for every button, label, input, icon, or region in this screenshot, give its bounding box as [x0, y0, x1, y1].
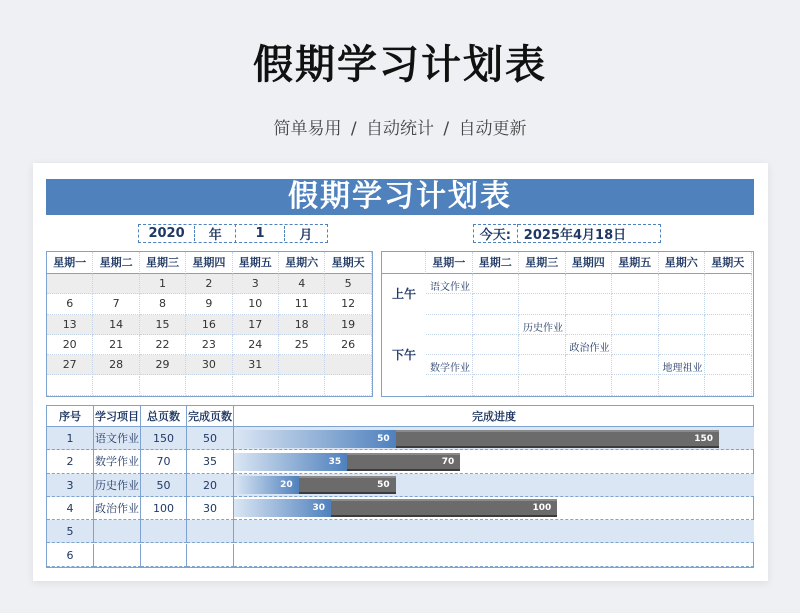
total-pages-bar: 100	[234, 499, 557, 517]
total-pages-bar: 50	[234, 476, 396, 494]
afternoon-label: 下午	[391, 348, 416, 363]
progress-cell-total[interactable]	[141, 544, 187, 567]
calendar-day[interactable]	[93, 274, 139, 294]
calendar-day[interactable]: 14	[93, 315, 139, 335]
year-label: 年	[195, 224, 236, 243]
schedule-corner	[382, 252, 426, 274]
progress-cell-index[interactable]: 4	[47, 497, 94, 520]
calendar-day[interactable]: 3	[233, 274, 279, 294]
schedule-slot[interactable]	[426, 294, 473, 314]
calendar-day[interactable]: 22	[140, 335, 186, 355]
calendar-day[interactable]: 21	[93, 335, 139, 355]
schedule-weekday-header: 星期六	[659, 252, 706, 274]
progress-cell-done[interactable]	[187, 520, 234, 543]
schedule-slot[interactable]	[473, 294, 520, 314]
progress-cell-done[interactable]: 50	[187, 427, 234, 450]
progress-header-subject: 学习项目	[94, 406, 141, 427]
progress-table	[46, 405, 754, 568]
calendar-day[interactable]: 6	[47, 294, 93, 314]
schedule-slot[interactable]	[612, 355, 659, 375]
progress-cell-total[interactable]: 150	[141, 427, 187, 450]
calendar-day[interactable]: 20	[47, 335, 93, 355]
schedule-slot[interactable]	[705, 335, 752, 355]
calendar-day[interactable]	[47, 376, 93, 396]
calendar-weekday-header: 星期二	[93, 252, 139, 274]
done-pages-bar: 50	[234, 430, 396, 448]
progress-bar-track	[234, 520, 754, 543]
done-pages-bar: 20	[234, 476, 299, 494]
calendar-day[interactable]: 25	[279, 335, 325, 355]
month-value[interactable]: 1	[236, 226, 284, 241]
month-label: 月	[299, 228, 313, 243]
progress-cell-subject[interactable]: 语文作业	[94, 427, 141, 450]
today-label: 今天:	[474, 224, 518, 243]
calendar-day[interactable]	[325, 376, 371, 396]
calendar-day[interactable]: 29	[140, 355, 186, 375]
progress-header-total: 总页数	[141, 406, 187, 427]
calendar-day[interactable]: 24	[233, 335, 279, 355]
progress-cell-index[interactable]: 3	[47, 474, 94, 497]
schedule-slot[interactable]	[473, 315, 520, 335]
calendar-weekday-header: 星期一	[47, 252, 93, 274]
calendar-day[interactable]: 18	[279, 315, 325, 335]
schedule-slot[interactable]	[705, 294, 752, 314]
progress-cell-done[interactable]	[187, 544, 234, 567]
calendar-day[interactable]: 31	[233, 355, 279, 375]
today-value: 2025年4月18日	[523, 228, 627, 243]
calendar-day[interactable]: 5	[325, 274, 371, 294]
progress-cell-subject[interactable]: 数学作业	[94, 450, 141, 473]
schedule-item: 语文作业	[430, 282, 470, 293]
progress-header-index: 序号	[47, 406, 94, 427]
progress-bar-track	[234, 544, 754, 567]
schedule-weekday-header: 星期一	[426, 252, 473, 274]
schedule-weekday-header: 星期五	[612, 252, 659, 274]
progress-cell-total[interactable]: 50	[141, 474, 187, 497]
today-box	[473, 224, 661, 243]
progress-cell-index[interactable]: 2	[47, 450, 94, 473]
page-title: 假期学习计划表	[253, 42, 547, 88]
calendar-day[interactable]: 9	[186, 294, 232, 314]
progress-cell-subject[interactable]: 历史作业	[94, 474, 141, 497]
calendar-day[interactable]: 12	[325, 294, 371, 314]
schedule-slot[interactable]	[426, 315, 473, 335]
schedule-slot[interactable]	[612, 335, 659, 355]
calendar-day[interactable]: 17	[233, 315, 279, 335]
calendar-day[interactable]: 11	[279, 294, 325, 314]
spreadsheet	[33, 163, 768, 581]
progress-cell-done[interactable]: 35	[187, 450, 234, 473]
progress-cell-total[interactable]: 100	[141, 497, 187, 520]
calendar-day[interactable]: 19	[325, 315, 371, 335]
calendar-day[interactable]	[279, 376, 325, 396]
schedule-slot[interactable]	[566, 294, 613, 314]
calendar-day[interactable]	[233, 376, 279, 396]
calendar-day[interactable]	[325, 355, 371, 375]
schedule-slot[interactable]	[705, 376, 752, 396]
schedule-slot[interactable]	[566, 355, 613, 375]
progress-cell-subject[interactable]	[94, 544, 141, 567]
calendar-day[interactable]: 7	[93, 294, 139, 314]
progress-cell-subject[interactable]: 政治作业	[94, 497, 141, 520]
schedule-slot[interactable]	[473, 335, 520, 355]
progress-cell-total[interactable]: 70	[141, 450, 187, 473]
schedule-slot[interactable]	[612, 376, 659, 396]
calendar-day[interactable]: 10	[233, 294, 279, 314]
schedule-weekday-header: 星期二	[473, 252, 520, 274]
schedule-slot[interactable]	[612, 274, 659, 294]
calendar-day[interactable]	[140, 376, 186, 396]
year-value[interactable]: 2020	[139, 226, 195, 241]
schedule-item: 历史作业	[523, 322, 563, 334]
progress-cell-done[interactable]: 20	[187, 474, 234, 497]
schedule-weekday-header: 星期四	[566, 252, 613, 274]
schedule-item: 地理祖业	[662, 363, 703, 375]
calendar-day[interactable]	[279, 355, 325, 375]
schedule-slot[interactable]	[705, 355, 752, 375]
calendar-day[interactable]: 16	[186, 315, 232, 335]
schedule-slot[interactable]	[426, 376, 473, 396]
calendar-day[interactable]: 28	[93, 355, 139, 375]
schedule-slot[interactable]	[705, 274, 752, 294]
schedule-slot[interactable]	[473, 355, 520, 375]
progress-cell-total[interactable]	[141, 520, 187, 543]
schedule-slot[interactable]	[659, 294, 706, 314]
schedule-slot[interactable]	[612, 294, 659, 314]
total-pages-bar: 70	[234, 453, 460, 471]
schedule-slot[interactable]	[659, 376, 706, 396]
schedule-slot[interactable]	[519, 274, 566, 294]
schedule-slot[interactable]	[473, 274, 520, 294]
calendar-day[interactable]	[93, 376, 139, 396]
progress-cell-index[interactable]: 1	[47, 427, 94, 450]
schedule-item: 政治作业	[569, 342, 610, 354]
calendar-weekday-header: 星期五	[233, 252, 279, 274]
progress-header-done: 完成页数	[187, 406, 234, 427]
calendar-day[interactable]: 2	[186, 274, 232, 294]
total-pages-bar: 150	[234, 430, 719, 448]
sheet-banner: 假期学习计划表	[46, 179, 754, 215]
done-pages-bar: 35	[234, 453, 347, 471]
calendar-weekday-header: 星期四	[186, 252, 232, 274]
calendar-day[interactable]: 30	[186, 355, 232, 375]
weekly-schedule-panel	[381, 251, 754, 397]
schedule-weekday-header: 星期天	[705, 252, 752, 274]
calendar-weekday-header: 星期三	[140, 252, 186, 274]
calendar-weekday-header: 星期天	[325, 252, 371, 274]
progress-cell-done[interactable]: 30	[187, 497, 234, 520]
progress-header-progress: 完成进度	[234, 406, 754, 427]
schedule-slot[interactable]	[612, 315, 659, 335]
schedule-slot[interactable]	[659, 335, 706, 355]
calendar-weekday-header: 星期六	[279, 252, 325, 274]
schedule-slot[interactable]	[705, 315, 752, 335]
morning-label: 上午	[391, 287, 416, 302]
progress-cell-index[interactable]: 5	[47, 520, 94, 543]
calendar-day[interactable]: 27	[47, 355, 93, 375]
calendar-day[interactable]: 8	[140, 294, 186, 314]
schedule-slot[interactable]	[566, 274, 613, 294]
calendar-day[interactable]: 13	[47, 315, 93, 335]
calendar-day[interactable]: 23	[186, 335, 232, 355]
done-pages-bar: 30	[234, 499, 331, 517]
schedule-slot[interactable]	[519, 376, 566, 396]
page-subtitle: 简单易用 / 自动统计 / 自动更新	[273, 119, 527, 139]
calendar-day[interactable]: 1	[140, 274, 186, 294]
schedule-slot[interactable]	[566, 376, 613, 396]
schedule-slot[interactable]	[519, 335, 566, 355]
schedule-slot[interactable]	[659, 274, 706, 294]
schedule-slot[interactable]	[519, 355, 566, 375]
progress-cell-subject[interactable]	[94, 520, 141, 543]
schedule-slot[interactable]	[519, 294, 566, 314]
calendar-day[interactable]	[186, 376, 232, 396]
calendar-day[interactable]	[47, 274, 93, 294]
schedule-slot[interactable]	[473, 376, 520, 396]
schedule-weekday-header: 星期三	[519, 252, 566, 274]
calendar-day[interactable]: 26	[325, 335, 371, 355]
calendar-day[interactable]: 15	[140, 315, 186, 335]
calendar-panel	[46, 251, 373, 397]
schedule-slot[interactable]	[659, 315, 706, 335]
progress-cell-index[interactable]: 6	[47, 544, 94, 567]
schedule-slot[interactable]	[566, 315, 613, 335]
year-month-selector	[138, 224, 328, 243]
schedule-slot[interactable]	[426, 335, 473, 355]
calendar-day[interactable]: 4	[279, 274, 325, 294]
schedule-item: 数学作业	[430, 363, 470, 375]
